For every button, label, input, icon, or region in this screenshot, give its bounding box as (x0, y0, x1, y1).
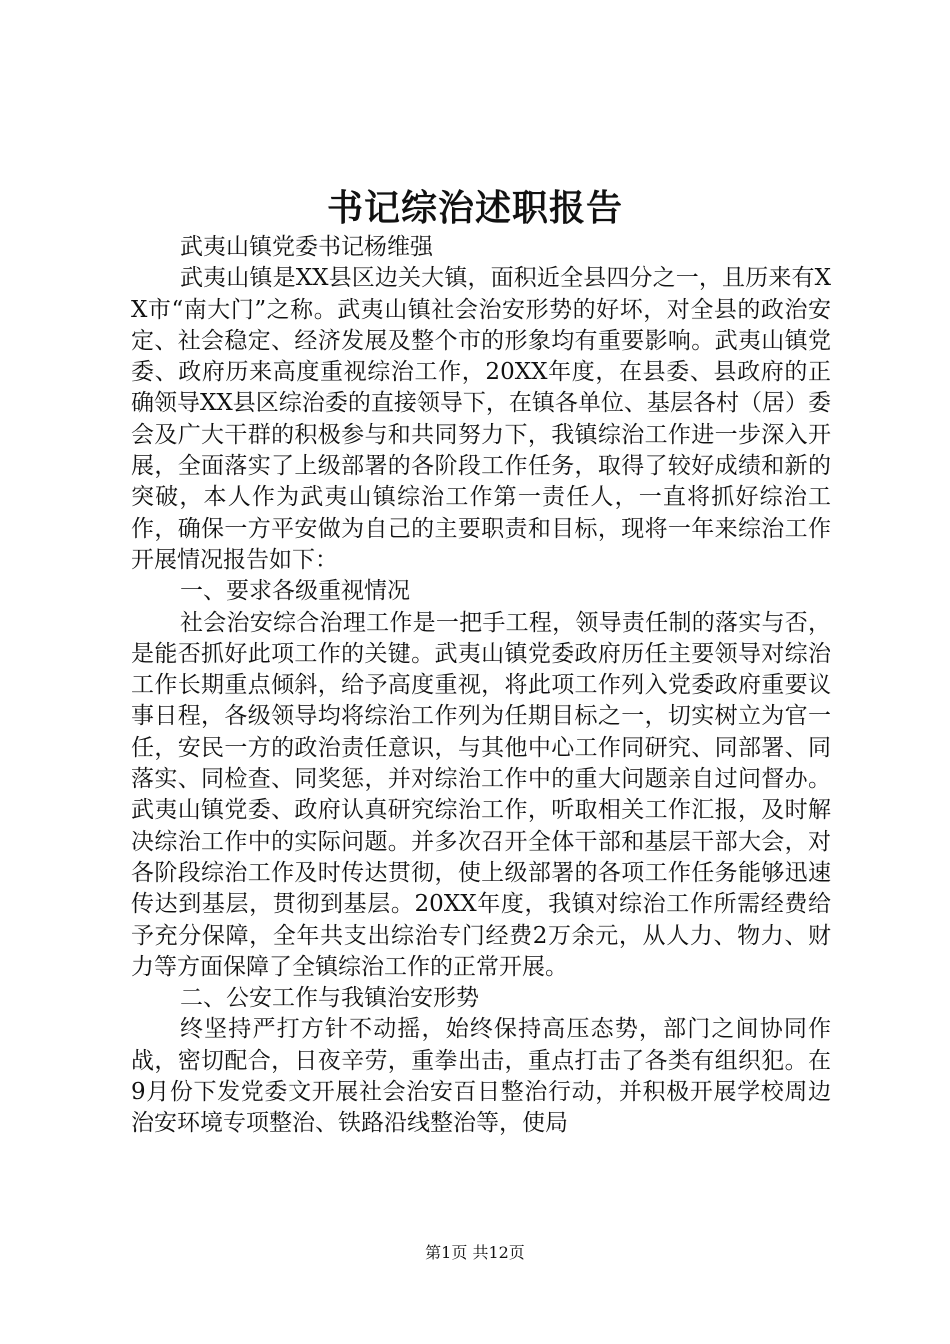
section-heading-2: 二、公安工作与我镇治安形势 (180, 985, 479, 1012)
section-1-paragraph: 社会治安综合治理工作是一把手工程，领导责任制的落实与否，是能否抓好此项工作的关键。武夷山镇党委政府历任主要领导对综治工作长期重点倾斜，给予高度重视，将此项工作列入党委政府重要议事日程，各级领导均将综治工作列为任期目标之一，切实树立为官一任，安民一方的政治责任意识，与其他中心工作同研究、同部署、同落实、同检查、同奖惩，并对综治工作中的重大问题亲自过问督办。武夷山镇党委、政府认真研究综治工作，听取相关工作汇报，及时解决综治工作中的实际问题。并多次召开全体干部和基层干部大会，对各阶段综治工作及时传达贯彻，使上级部署的各项工作任务能够迅速传达到基层，贯彻到基层。20XX年度，我镇对综治工作所需经费给予充分保障，全年共支出综治专门经费2万余元，从人力、物力、财力等方面保障了全镇综治工作的正常开展。 (131, 609, 831, 980)
document-body (131, 232, 831, 1140)
section-heading-1: 一、要求各级重视情况 (180, 578, 410, 605)
section-2-paragraph: 终坚持严打方针不动摇，始终保持高压态势，部门之间协同作战，密切配合，日夜辛劳，重拳出击，重点打击了各类有组织犯。在9月份下发党委文开展社会治安百日整治行动，并积极开展学校周边治安环境专项整治、铁路沿线整治等，使局 (131, 1016, 831, 1137)
intro-paragraph: 武夷山镇是XX县区边关大镇，面积近全县四分之一，且历来有XX市“南大门”之称。武夷山镇社会治安形势的好坏，对全县的政治安定、社会稳定、经济发展及整个市的形象均有重要影响。武夷山镇党委、政府历来高度重视综治工作，20XX年度，在县委、县政府的正确领导XX县区综治委的直接领导下，在镇各单位、基层各村（居）委会及广大干群的积极参与和共同努力下，我镇综治工作进一步深入开展，全面落实了上级部署的各阶段工作任务，取得了较好成绩和新的突破，本人作为武夷山镇综治工作第一责任人，一直将抓好综治工作，确保一方平安做为自己的主要职责和目标，现将一年来综治工作开展情况报告如下： (131, 265, 831, 573)
page-number-footer: 第1页 共12页 (425, 1243, 525, 1262)
author-line: 武夷山镇党委书记杨维强 (180, 234, 433, 260)
document-title: 书记综治述职报告 (326, 187, 623, 229)
